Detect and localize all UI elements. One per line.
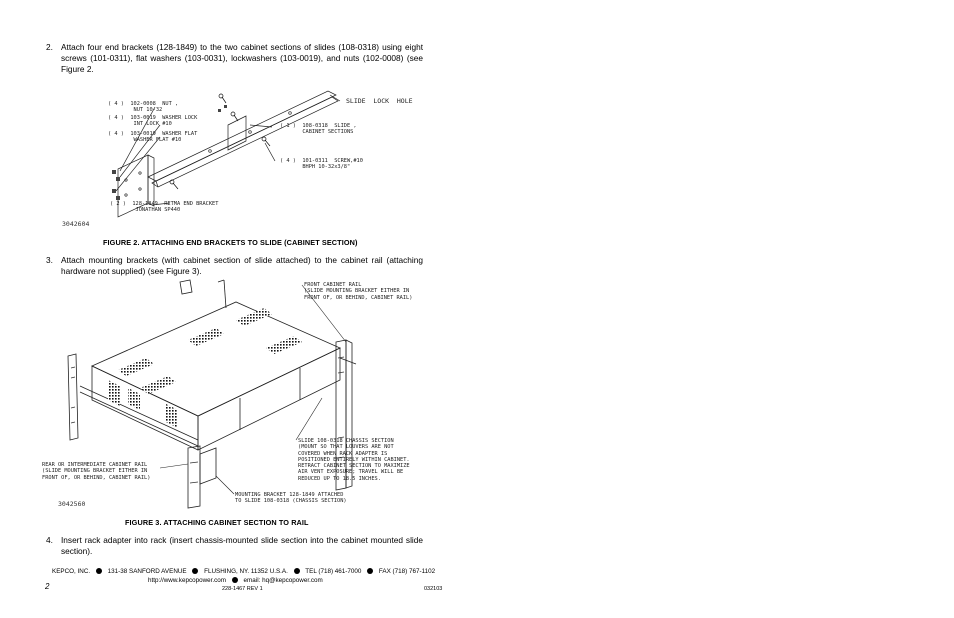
footer-company: KEPCO, INC. [52, 568, 91, 575]
bullet-icon [192, 568, 198, 574]
document-number: 228-1467 REV 1 [222, 586, 263, 592]
step-text: Insert rack adapter into rack (insert chassis-mounted slide section into the cabinet mounted slide section). [61, 535, 423, 556]
footer-fax: FAX (718) 767-1102 [378, 568, 436, 575]
label-lockwasher: ( 4 ) 103-0019 WASHER LOCK INT LOCK #10 [108, 115, 198, 128]
bullet-icon [96, 568, 102, 574]
label-chassis-section: SLIDE 108-0318 CHASSIS SECTION (MOUNT SO THAT LOUVERS ARE NOT COVERED WHEN RACK ADAPTER IS POSITIONED ENTIRELY WITHIN CABINET. RETRACT CABINET SECTION TO MAXIMIZE AIR VENT EXPOSURE; TRAVEL WILL BE REDUCED UP TO 18.5 INCHES. [298, 438, 410, 482]
footer-contact-line [148, 577, 323, 584]
label-rear-cabinet-rail: REAR OR INTERMEDIATE CABINET RAIL (SLIDE MOUNTING BRACKET EITHER IN FRONT OF, OR BEHIND, CABINET RAIL) [42, 462, 151, 481]
step-number: 3. [46, 255, 53, 265]
step-number: 2. [46, 42, 53, 52]
figure-2-caption: FIGURE 2. ATTACHING END BRACKETS TO SLIDE (CABINET SECTION) [103, 238, 358, 247]
step-2 [46, 42, 426, 74]
figure-2-id: 3042604 [62, 220, 90, 228]
label-mounting-bracket: MOUNTING BRACKET 128-1849 ATTACHED TO SLIDE 108-0318 (CHASSIS SECTION) [235, 492, 347, 505]
figure-3-caption: FIGURE 3. ATTACHING CABINET SECTION TO RAIL [125, 518, 309, 527]
figure-3 [40, 278, 440, 513]
bullet-icon [294, 568, 300, 574]
step-text: Attach mounting brackets (with cabinet section of slide attached) to the cabinet rail (attaching hardware not supplied) (see Figure 3). [61, 255, 423, 276]
footer-email[interactable]: email: hq@kepcopower.com [243, 577, 323, 584]
label-slide: ( 1 ) 108-0318 SLIDE , CABINET SECTIONS [280, 123, 357, 136]
bullet-icon [232, 577, 238, 583]
step-4 [46, 535, 426, 559]
step-text: Attach four end brackets (128-1849) to the two cabinet sections of slides (108-0318) using eight screws (101-0311), flat washers (103-0031), lockwashers (103-0019), and nuts (102-0008) (see Figure 2. [61, 42, 423, 74]
label-slide-lock-hole: SLIDE LOCK HOLE [346, 97, 413, 105]
label-nut: ( 4 ) 102-0008 NUT , NUT 10-32 [108, 101, 179, 114]
label-front-cabinet-rail: FRONT CABINET RAIL (SLIDE MOUNTING BRACKET EITHER IN FRONT OF, OR BEHIND, CABINET RAIL) [304, 282, 413, 301]
figure-3-id: 3042560 [58, 500, 86, 508]
step-number: 4. [46, 535, 53, 545]
footer-tel: TEL (718) 461-7000 [305, 568, 362, 575]
page-number: 2 [45, 582, 50, 591]
label-screw: ( 4 ) 101-0311 SCREW,#10 BHPH 10-32x3/8" [280, 158, 363, 171]
footer-address: 131-38 SANFORD AVENUE [107, 568, 187, 575]
footer-city: FLUSHING, NY. 11352 U.S.A. [204, 568, 288, 575]
label-end-bracket: ( 2 ) 128-1849 RETMA END BRACKET JONATHAN SP440 [110, 201, 219, 214]
footer-address-line [52, 568, 435, 575]
date-code: 032103 [424, 586, 443, 592]
figure-2 [60, 85, 440, 230]
footer-web[interactable]: http://www.kepcopower.com [148, 577, 227, 584]
bullet-icon [367, 568, 373, 574]
label-flatwasher: ( 4 ) 103-0019 WASHER FLAT WASHER FLAT #10 [108, 131, 198, 144]
step-3 [46, 255, 426, 279]
